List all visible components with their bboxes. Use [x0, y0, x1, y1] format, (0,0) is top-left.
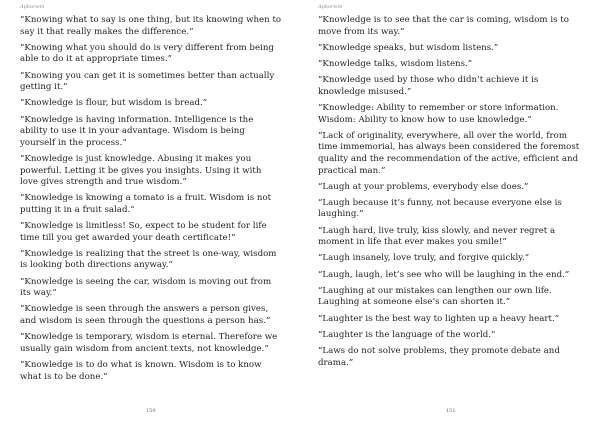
quote: “Knowledge is temporary, wisdom is eternal. Therefore we usually gain wisdom from ancient texts, not knowledge.” — [20, 332, 278, 354]
quote: “Knowledge used by those who didn’t achieve it is knowledge misused.” — [318, 75, 539, 97]
quote: “Knowing what to say is one thing, but its knowing when to say it that really makes the difference.” — [20, 15, 282, 37]
quote: “Knowledge is knowing a tomato is a fruit. Wisdom is not putting it in a fruit salad.” — [20, 193, 272, 215]
page-number: 150 — [146, 408, 156, 414]
page-number: 151 — [446, 408, 456, 414]
quote: “Laugh at your problems, everybody else does.” — [318, 181, 529, 192]
quote: “Knowledge is seeing the car, wisdom is moving out from its way.” — [20, 276, 272, 299]
quote-list — [318, 15, 586, 374]
quote: “Knowledge talks, wisdom listens.” — [318, 58, 473, 69]
quote-list — [20, 15, 282, 388]
quote: “Knowledge is flour, but wisdom is bread.” — [20, 98, 208, 109]
quote: “Lack of originality, everywhere, all over the world, from time immemorial, has always been considered the foremost quality and the recommendation of the active, efficient and practical man.” — [318, 130, 580, 176]
quote: “Laughter is the language of the world.” — [318, 329, 496, 340]
quote: “Knowledge is to see that the car is coming, wisdom is to move from its way.” — [318, 15, 569, 37]
quote: “Knowing what you should do is very different from being able to do it at appropriate times.” — [20, 42, 274, 65]
running-head: Aphorism — [20, 4, 45, 10]
quote: “Laugh, laugh, let’s see who will be laughing in the end.” — [318, 269, 570, 280]
quote: “Laughing at our mistakes can lengthen our own life. Laughing at someone else’s can shorten it.” — [318, 285, 552, 308]
right-page — [300, 0, 600, 424]
quote: “Laughter is the best way to lighten up a heavy heart.” — [318, 313, 560, 324]
quote: “Knowledge is limitless! So, expect to be student for life time till you get awarded your death certificate!” — [20, 221, 267, 243]
quote: “Knowledge is having information. Intelligence is the ability to use it in your advantage. Wisdom is being yourself in the process.” — [20, 114, 254, 148]
quote: “Laugh hard, live truly, kiss slowly, and never regret a moment in life that ever makes you smile!” — [318, 225, 556, 248]
quote: “Knowledge: Ability to remember or store information. Wisdom: Ability to know how to use knowledge.” — [318, 102, 559, 125]
quote: “Knowledge is just knowledge. Abusing it makes you powerful. Letting it be gives you insights. Using it with love gives strength and true wisdom.” — [20, 153, 262, 188]
quote: “Knowledge is to do what is known. Wisdom is to know what is to be done.” — [20, 359, 262, 382]
quote: “Knowing you can get it is sometimes better than actually getting it.” — [20, 70, 275, 93]
quote: “Laugh insanely, love truly, and forgive quickly.” — [318, 253, 530, 264]
quote: “Laugh because it’s funny, not because everyone else is laughing.” — [318, 197, 562, 220]
quote: “Knowledge is realizing that the street is one-way, wisdom is looking both directions anyway.” — [20, 248, 277, 271]
quote: “Laws do not solve problems, they promote debate and drama.” — [318, 345, 560, 368]
quote: “Knowledge is seen through the answers a person gives, and wisdom is seen through the questions a person has.” — [20, 304, 271, 326]
running-head: Aphorism — [318, 4, 343, 10]
quote: “Knowledge speaks, but wisdom listens.” — [318, 42, 499, 53]
